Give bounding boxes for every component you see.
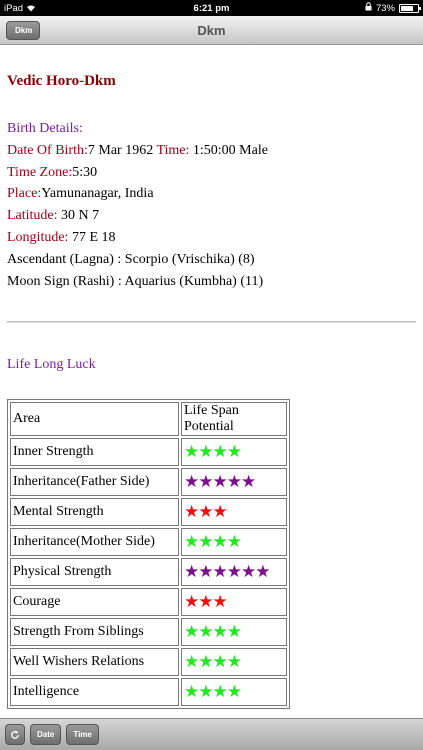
potential-cell xyxy=(181,498,287,526)
potential-cell xyxy=(181,678,287,706)
wifi-icon xyxy=(26,4,36,12)
star-rating-icon: ★★★★ xyxy=(184,532,241,552)
area-cell: Inheritance(Father Side) xyxy=(10,468,179,496)
table-row xyxy=(10,528,287,556)
nav-title: Dkm xyxy=(197,22,226,38)
place-line xyxy=(7,183,268,205)
potential-cell xyxy=(181,528,287,556)
timezone-line xyxy=(7,162,268,184)
header-potential: Life Span Potential xyxy=(181,402,287,436)
latitude-line xyxy=(7,205,268,227)
device-label: iPad xyxy=(4,2,24,14)
battery-icon xyxy=(399,4,419,13)
potential-cell xyxy=(181,438,287,466)
longitude-line xyxy=(7,227,268,249)
star-rating-icon: ★★★★ xyxy=(184,622,241,642)
latitude-label: Latitude: xyxy=(7,208,58,224)
area-cell: Intelligence xyxy=(10,678,179,706)
bottom-toolbar xyxy=(0,718,423,750)
potential-cell xyxy=(181,468,287,496)
timezone-value: 5:30 xyxy=(72,164,98,180)
date-button[interactable]: Date xyxy=(30,724,61,745)
star-rating-icon: ★★★ xyxy=(184,502,227,522)
star-rating-icon: ★★★★★★ xyxy=(184,562,270,582)
table-header-row xyxy=(10,402,287,436)
refresh-icon xyxy=(10,730,20,740)
birth-details-header: Birth Details: xyxy=(7,121,83,136)
area-cell: Mental Strength xyxy=(10,498,179,526)
star-rating-icon: ★★★★ xyxy=(184,442,241,462)
moon-sign-line: Moon Sign (Rashi) : Aquarius (Kumbha) (11) xyxy=(7,273,264,289)
potential-cell xyxy=(181,618,287,646)
battery-level xyxy=(401,6,413,11)
table-row xyxy=(10,588,287,616)
table-row xyxy=(10,468,287,496)
refresh-button[interactable] xyxy=(5,724,25,745)
header-area: Area xyxy=(10,402,179,436)
dob-line xyxy=(7,140,268,162)
table-row xyxy=(10,648,287,676)
life-long-luck-title: Life Long Luck xyxy=(7,357,96,372)
area-cell: Well Wishers Relations xyxy=(10,648,179,676)
table-row xyxy=(10,498,287,526)
star-rating-icon: ★★★★ xyxy=(184,682,241,702)
status-bar xyxy=(0,0,423,16)
star-rating-icon: ★★★★★ xyxy=(184,472,256,492)
area-cell: Strength From Siblings xyxy=(10,618,179,646)
report-content[interactable] xyxy=(0,46,423,718)
life-luck-table xyxy=(7,399,290,709)
area-cell: Courage xyxy=(10,588,179,616)
time-label: Time: xyxy=(156,142,190,158)
status-time: 6:21 pm xyxy=(193,2,230,14)
place-label: Place: xyxy=(7,186,42,202)
dob-label: Date Of Birth: xyxy=(7,142,88,158)
navigation-bar xyxy=(0,16,423,45)
time-value: 1:50:00 Male xyxy=(192,142,268,158)
timezone-label: Time Zone: xyxy=(7,164,73,180)
dob-value: 7 Mar 1962 xyxy=(87,142,154,158)
star-rating-icon: ★★★★ xyxy=(184,652,241,672)
latitude-value: 30 N 7 xyxy=(61,208,100,224)
lock-icon xyxy=(365,2,372,14)
area-cell: Inner Strength xyxy=(10,438,179,466)
page-title: Vedic Horo-Dkm xyxy=(7,73,116,89)
longitude-label: Longitude: xyxy=(7,229,69,245)
longitude-value: 77 E 18 xyxy=(71,229,116,245)
birth-details xyxy=(7,118,268,292)
ascendant-line: Ascendant (Lagna) : Scorpio (Vrischika) (8) xyxy=(7,251,255,267)
table-row xyxy=(10,678,287,706)
back-button[interactable]: Dkm xyxy=(6,21,40,40)
potential-cell xyxy=(181,648,287,676)
area-cell: Physical Strength xyxy=(10,558,179,586)
table-row xyxy=(10,438,287,466)
potential-cell xyxy=(181,558,287,586)
table-row xyxy=(10,618,287,646)
battery-percent: 73% xyxy=(375,2,395,14)
star-rating-icon: ★★★ xyxy=(184,592,227,612)
area-cell: Inheritance(Mother Side) xyxy=(10,528,179,556)
potential-cell xyxy=(181,588,287,616)
place-value: Yamunanagar, India xyxy=(41,186,154,202)
table-row xyxy=(10,558,287,586)
time-button[interactable]: Time xyxy=(66,724,99,745)
section-divider xyxy=(7,321,416,323)
